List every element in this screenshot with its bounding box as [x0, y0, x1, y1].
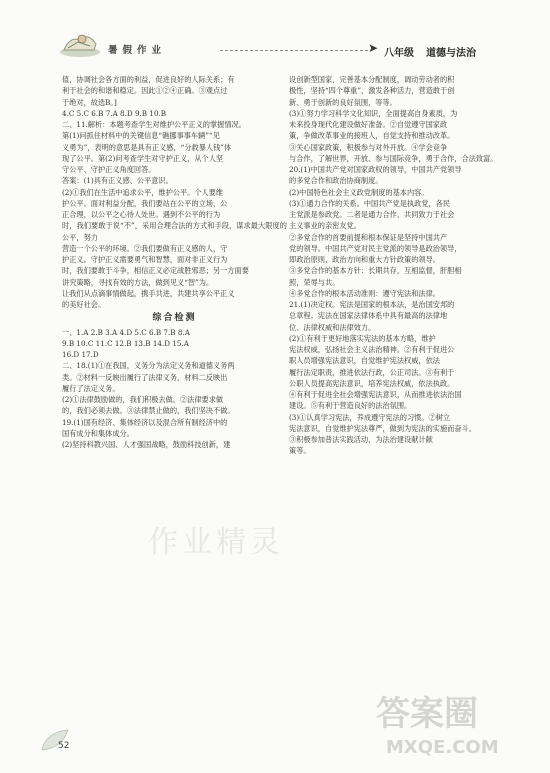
- text-line: 义勇为”，表明的意思是具有正义感，“分救暴人钱”体: [62, 142, 232, 152]
- text-line: 讲究策略，寻找有效的方法，做到见义“智”为。: [62, 277, 214, 287]
- text-line: 让我们从点滴事情做起，携手共进，共建共享公平正义: [62, 288, 235, 298]
- text-line: 第(1)问抓住材料中的关键信息“礁挪事事车辆”“见: [62, 131, 220, 141]
- text-line: (2)①有利于更好地落实宪法的基本方略，维护: [289, 333, 436, 343]
- right-answers-block: [289, 74, 514, 457]
- text-line: ②多党合作的首要前提和根本保证是坚持中国共产: [289, 232, 448, 242]
- text-line: 19.(1)国有经济、集体经济以及混合所有制经济中的: [62, 417, 228, 427]
- text-line: 答案：(1)具有正义感、公平意识。: [62, 176, 173, 186]
- text-line: 国有成分和集体成分。: [62, 428, 134, 438]
- text-line: 16.D 17.D: [62, 350, 99, 359]
- text-line: 4.C 5.C 6.B 7.A 8.D 9.B 10.B: [62, 108, 167, 118]
- arrow-right-icon: ➤: [368, 41, 379, 55]
- section-title: 综合检测: [152, 313, 197, 324]
- watermark-text: 作业精灵: [148, 525, 284, 560]
- text-line: 履行法定职责，推进依法行政，公正司法。③有利于: [289, 367, 455, 377]
- text-line: 新、勇于创新的良好氛围，等等。: [289, 97, 397, 107]
- text-line: (2)①我们在生活中追求公平，维护公平。个人要维: [62, 187, 224, 197]
- text-line: (2)中国特色社会主义政党制度的基本内容。: [289, 187, 429, 197]
- header-subject: 道德与法治: [426, 48, 476, 59]
- text-line: (2)坚持科教兴国、人才强国战略，鼓励科技创新，建: [62, 440, 231, 449]
- left-column: [62, 74, 287, 450]
- text-line: 主党派是参政党。二者是通力合作、共同致力于社会: [289, 210, 455, 219]
- text-line: 即政治原则、政治方向和重大方针政策的领导。: [289, 255, 440, 264]
- text-line: 营造一个公平的环境。②我们要做有正义感的人，守: [62, 243, 228, 253]
- text-line: 正合理，以公平之心待人处世。遇到不公平的行为: [62, 210, 221, 219]
- text-line: 9.B 10.C 11.C 12.B 13.B 14.D 15.A: [62, 338, 189, 348]
- comprehensive-test-block: [62, 327, 287, 451]
- text-line: 设创新型国家，完善基本分配制度，调动劳动者的积: [289, 75, 455, 84]
- text-line: 照，荣辱与共。: [289, 277, 340, 287]
- text-line: 护公平。面对利益分配，我们要站在公平的立场，公: [62, 198, 228, 208]
- text-line: ③积极参加普法实践活动，为法治建设献计献: [289, 435, 433, 444]
- text-line: 总章程。宪法在国家法律体系中具有最高的法律地: [289, 311, 448, 321]
- watermark-logo: [372, 683, 522, 761]
- text-line: 宪法意识，自觉维护宪法尊严，做到为宪法的实施而奋斗。: [289, 423, 476, 433]
- text-line: 时，我们要敢于说“不”，采用合理合法的方式和手段，谋求最大限度的公平，努力: [62, 221, 287, 242]
- text-line: ③关心国家政策，积极参与对外开放。④学会竞争: [289, 142, 448, 152]
- page-number: 52: [58, 741, 70, 751]
- watermark-brand: 答案圈: [376, 694, 478, 734]
- text-line: 履行了法定义务。: [62, 383, 120, 393]
- text-line: 策，争做改革事业的接班人，自觉支持和推动改革。: [289, 131, 455, 141]
- text-line: 21.(1)决定权。宪法是国家的根本法，是治国安邦的: [289, 300, 455, 309]
- text-line: 与合作，了解世界，开放、参与国际竞争，勇于合作，合法致富。: [289, 153, 498, 163]
- text-line: (2)①法律鼓励做的，我们积极去做。②法律要求做: [62, 395, 224, 404]
- text-line: 建设。⑤有利于营造良好的法治氛围。: [289, 401, 412, 411]
- header-grade: 八年级: [384, 48, 414, 59]
- text-line: (3)①努力学习科学文化知识，全面提高自身素质，为: [289, 108, 458, 118]
- text-line: 类。②材料一反映出履行了法律义务，材料二反映出: [62, 372, 228, 382]
- text-line: 二、18.(1)①在我国，义务分为法定义务和道德义务两: [62, 361, 235, 371]
- text-line: 主义事业的亲密友党。: [289, 221, 361, 231]
- right-column: [289, 74, 514, 457]
- text-line: 的美好社会。: [62, 300, 106, 309]
- text-line: 一、1.A 2.B 3.A 4.D 5.C 6.B 7.B 8.A: [62, 327, 190, 337]
- text-line: 策等。: [289, 446, 311, 456]
- text-line: (3)①通力合作的关系。中国共产党是执政党，各民: [289, 198, 451, 208]
- text-line: 利于社会的和谐和稳定。因此①②④正确。③观点过: [62, 86, 228, 96]
- text-line: 宪法权威，弘扬社会主义法治精神。②有利于促进公: [289, 345, 455, 354]
- text-line: 护正义。守护正义需要勇气和智慧，面对非正义行为: [62, 255, 228, 264]
- text-line: 职人员增强宪法意识，自觉维护宪法权威，依法: [289, 356, 440, 366]
- text-line: 于绝对，故选B。]: [62, 97, 117, 107]
- text-line: 党的领导。中国共产党对民主党派的领导是政治领导，: [289, 243, 462, 253]
- text-line: ④有利于促进全社会增强宪法意识，从而推进依法治国: [289, 390, 462, 399]
- text-line: 值，协调社会各方面的利益，促进良好的人际关系；有: [62, 75, 235, 84]
- page-header: [0, 0, 550, 64]
- text-line: 未来投身现代化建设做好准备。②自觉遵守国家政: [289, 120, 448, 129]
- text-line: 二、11.解析：本题考查学生对维护公平正义的掌握情况。: [62, 120, 246, 129]
- text-line: 的，我们必须去做。③法律禁止做的，我们坚决不做。: [62, 406, 235, 416]
- text-line: (3)①认真学习宪法，养成遵守宪法的习惯。②树立: [289, 412, 451, 422]
- text-line: 极性，坚持“四个尊重”，激发各种活力，营造敢于创: [289, 86, 455, 96]
- text-line: ④多党合作的根本活动准则：遵守宪法和法律。: [289, 288, 440, 298]
- text-line: 位、法律权威和法律效力。: [289, 322, 376, 332]
- header-rule: [220, 50, 368, 51]
- text-line: 公职人员提高宪法意识，培养宪法权威，依法执政。: [289, 378, 455, 388]
- text-line: 守公平、守护正义角度回答。: [62, 165, 156, 174]
- left-answers-block: [62, 74, 287, 310]
- book-mascot-icon: [58, 28, 102, 58]
- text-line: 时，我们要敢于斗争，相信正义必定战胜邪恶；另一方面要: [62, 266, 249, 276]
- header-title: 暑假作业: [108, 45, 167, 56]
- text-line: 20.(1)中国共产党对国家政权的领导，中国共产党领导: [289, 165, 462, 174]
- text-line: 的多党合作和政治协商制度。: [289, 176, 383, 186]
- text-line: ③多党合作的基本方针：长期共存，互相监督，肝胆相: [289, 266, 462, 276]
- watermark-url: MXQE.COM: [386, 737, 499, 758]
- text-line: 现了公平。第(2)问考查学生对守护正义，从个人坚: [62, 153, 224, 163]
